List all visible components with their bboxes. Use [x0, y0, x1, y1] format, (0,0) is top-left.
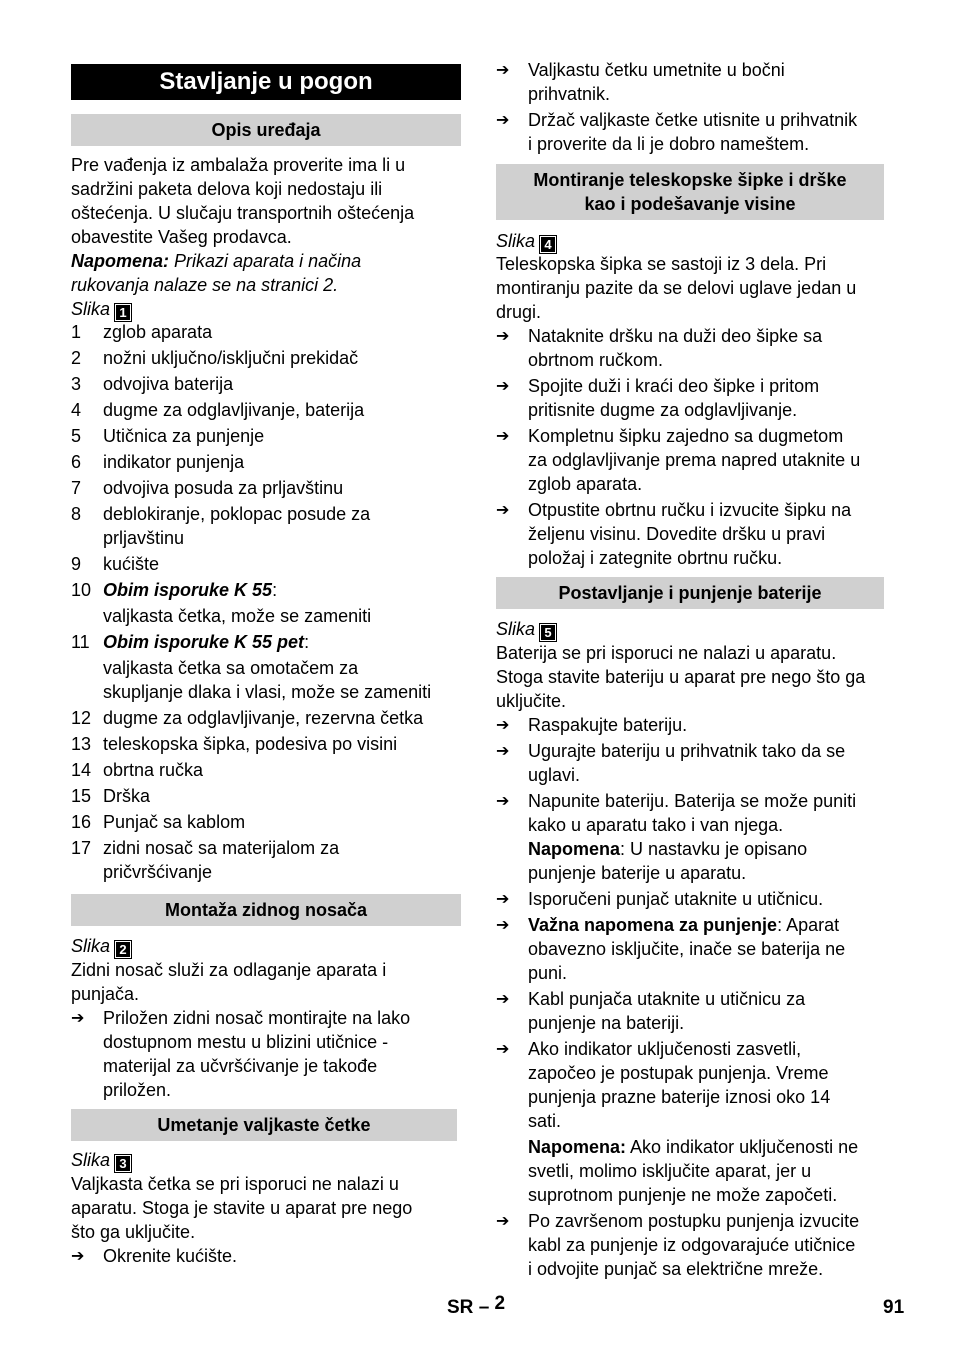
- arrow-right-icon: ➔: [496, 1041, 510, 1058]
- page-title: Stavljanje u pogon: [71, 64, 461, 100]
- list-number: 10: [71, 580, 92, 600]
- step-text: Po završenom postupku punjenja izvucite: [528, 1211, 860, 1231]
- arrow-right-icon: ➔: [496, 891, 510, 908]
- list-item: indikator punjenja: [103, 452, 245, 472]
- step-text: obavezno isključite, inače se baterija ne: [528, 939, 846, 959]
- text-line: punjača.: [71, 984, 140, 1004]
- list-number: 11: [71, 632, 90, 652]
- step-text: željenu visinu. Dovedite dršku u pravi: [528, 524, 826, 544]
- figure-number-box: 4: [539, 235, 557, 254]
- note-text: : Aparat: [777, 915, 840, 935]
- list-number: 17: [71, 838, 92, 858]
- section-heading-text: Opis uređaja: [211, 120, 321, 140]
- step-text: Otpustite obrtnu ručku i izvucite šipku na: [528, 500, 852, 520]
- note-text: Prikazi aparata i načina: [169, 251, 362, 271]
- step-text: prihvatnik.: [528, 84, 611, 104]
- list-number: 4: [71, 400, 82, 420]
- important-note-label: Važna napomena za punjenje: [528, 915, 778, 935]
- note-text: Ako indikator uključenosti ne: [626, 1137, 859, 1157]
- step-text: Držač valjkaste četke utisnite u prihvatnik: [528, 110, 858, 130]
- list-item: odvojiva posuda za prljavštinu: [103, 478, 344, 498]
- section-heading-montaza: [71, 894, 461, 926]
- text-line: Teleskopska šipka se sastoji iz 3 dela. Pri: [496, 254, 827, 274]
- note-line: svetli, molimo isključite aparat, jer u: [528, 1161, 812, 1181]
- figure-label: Slika: [496, 619, 536, 639]
- step-text: puni.: [528, 963, 568, 983]
- step-text: Ako indikator uključenosti zasvetli,: [528, 1039, 802, 1059]
- step-text: uglavi.: [528, 765, 581, 785]
- figure-label: Slika: [496, 231, 536, 251]
- figure-number-box: 5: [539, 623, 557, 642]
- list-item: zidni nosač sa materijalom za: [103, 838, 340, 858]
- arrow-right-icon: ➔: [496, 428, 510, 445]
- figure-reference: [496, 229, 557, 254]
- text-line: što ga uključite.: [71, 1222, 196, 1242]
- step-text: dostupnom mestu u blizini utičnice -: [103, 1032, 389, 1052]
- list-item: [103, 578, 277, 602]
- section-heading-opis: [71, 114, 461, 146]
- list-item: odvojiva baterija: [103, 374, 234, 394]
- note-text: : U nastavku je opisano: [620, 839, 808, 859]
- text-line: aparatu. Stoga je stavite u aparat pre nego: [71, 1198, 413, 1218]
- list-item: dugme za odglavljivanje, baterija: [103, 400, 365, 420]
- footer-lang: SR – 2: [447, 1293, 506, 1318]
- step-text: sati.: [528, 1111, 562, 1131]
- arrow-right-icon: ➔: [71, 1248, 85, 1265]
- list-number: 7: [71, 478, 82, 498]
- step-text: Kompletnu šipku zajedno sa dugmetom: [528, 426, 844, 446]
- list-number: 5: [71, 426, 82, 446]
- step-text: Isporučeni punjač utaknite u utičnicu.: [528, 889, 824, 909]
- list-item: zglob aparata: [103, 322, 213, 342]
- text-line: drugi.: [496, 302, 542, 322]
- page-number: 91: [883, 1297, 905, 1318]
- note-line: punjenje baterije u aparatu.: [528, 863, 747, 883]
- scope-label: Obim isporuke K 55: [103, 580, 273, 600]
- text-line: Baterija se pri isporuci ne nalazi u aparatu.: [496, 643, 837, 663]
- arrow-right-icon: ➔: [496, 917, 510, 934]
- arrow-right-icon: ➔: [496, 62, 510, 79]
- list-number: 8: [71, 504, 82, 524]
- step-text: Kabl punjača utaknite u utičnicu za: [528, 989, 806, 1009]
- list-item: nožni uključno/isključni prekidač: [103, 348, 359, 368]
- note-label: Napomena:: [528, 1137, 627, 1157]
- note-label: Napomena:: [71, 251, 170, 271]
- note-text: rukovanja nalaze se na stranici 2.: [71, 275, 339, 295]
- arrow-right-icon: ➔: [71, 1010, 85, 1027]
- list-item: deblokiranje, poklopac posude za: [103, 504, 371, 524]
- note-label: Napomena: [528, 839, 621, 859]
- step-text: Nataknite dršku na duži deo šipke sa: [528, 326, 823, 346]
- figure-reference: [71, 934, 132, 959]
- colon: :: [304, 632, 310, 652]
- figure-label: Slika: [71, 936, 111, 956]
- step-text: i odvojite punjač sa električne mreže.: [528, 1259, 824, 1279]
- list-number: 15: [71, 786, 92, 806]
- step-text: Napunite bateriju. Baterija se može puniti: [528, 791, 857, 811]
- list-number: 1: [71, 322, 82, 342]
- section-heading-teleskop: [496, 164, 884, 220]
- step-text: priložen.: [103, 1080, 172, 1100]
- list-number: 9: [71, 554, 82, 574]
- figure-number-box: 3: [114, 1154, 132, 1173]
- list-item: valjkasta četka sa omotačem za: [103, 658, 359, 678]
- list-item: kućište: [103, 554, 160, 574]
- section-heading-text: Postavljanje i punjenje baterije: [558, 583, 822, 603]
- step-text: za odglavljivanje prema napred utaknite u: [528, 450, 861, 470]
- step-text: zglob aparata.: [528, 474, 643, 494]
- step-text: započeo je postupak punjenja. Vreme: [528, 1063, 829, 1083]
- section-heading-text: Montiranje teleskopske šipke i drške: [533, 170, 847, 190]
- note-line: [528, 837, 807, 861]
- list-item: dugme za odglavljivanje, rezervna četka: [103, 708, 424, 728]
- arrow-right-icon: ➔: [496, 793, 510, 810]
- section-heading-text: Umetanje valjkaste četke: [157, 1115, 371, 1135]
- figure-number-box: 2: [114, 940, 132, 959]
- list-item: Utičnica za punjenje: [103, 426, 265, 446]
- arrow-right-icon: ➔: [496, 112, 510, 129]
- step-text: i proverite da li je dobro nameštem.: [528, 134, 810, 154]
- text-line: montiranju pazite da se delovi uglave jedan u: [496, 278, 857, 298]
- list-item: skupljanje dlaka i vlasi, može se zameniti: [103, 682, 432, 702]
- list-number: 16: [71, 812, 92, 832]
- text-line: sadržini paketa delova koji nedostaju ili: [71, 179, 383, 199]
- arrow-right-icon: ➔: [496, 743, 510, 760]
- list-item: Drška: [103, 786, 151, 806]
- text-line: Stoga stavite bateriju u aparat pre nego što ga: [496, 667, 866, 687]
- list-number: 2: [71, 348, 82, 368]
- list-number: 12: [71, 708, 92, 728]
- scope-label: Obim isporuke K 55 pet: [103, 632, 305, 652]
- step-text: Ugurajte bateriju u prihvatnik tako da se: [528, 741, 846, 761]
- arrow-right-icon: ➔: [496, 991, 510, 1008]
- step-text: punjenje na bateriji.: [528, 1013, 685, 1033]
- text-line: Zidni nosač služi za odlaganje aparata i: [71, 960, 387, 980]
- colon: :: [272, 580, 278, 600]
- step-text: punjenja prazne baterije iznosi oko 14: [528, 1087, 831, 1107]
- step-text: Raspakujte bateriju.: [528, 715, 688, 735]
- step-text: položaj i zategnite obrtnu ručku.: [528, 548, 783, 568]
- figure-reference: [71, 297, 132, 322]
- step-text: kabl za punjenje iz odgovarajuće utičnice: [528, 1235, 856, 1255]
- figure-reference: [71, 1148, 132, 1173]
- list-item: teleskopska šipka, podesiva po visini: [103, 734, 398, 754]
- list-item: obrtna ručka: [103, 760, 204, 780]
- step-text: [528, 913, 839, 937]
- arrow-right-icon: ➔: [496, 378, 510, 395]
- list-number: 6: [71, 452, 82, 472]
- figure-reference: [496, 617, 557, 642]
- list-item: prljavštinu: [103, 528, 185, 548]
- list-item: Punjač sa kablom: [103, 812, 246, 832]
- step-text: Okrenite kućište.: [103, 1246, 238, 1266]
- text-line: uključite.: [496, 691, 567, 711]
- list-number: 13: [71, 734, 92, 754]
- step-text: Spojite duži i kraći deo šipke i pritom: [528, 376, 820, 396]
- note-line: [71, 249, 361, 273]
- section-heading-umetanje: [71, 1109, 457, 1141]
- section-heading-baterija: [496, 577, 884, 609]
- step-text: Priložen zidni nosač montirajte na lako: [103, 1008, 411, 1028]
- step-text: pritisnite dugme za odglavljivanje.: [528, 400, 798, 420]
- arrow-right-icon: ➔: [496, 328, 510, 345]
- step-text: materijal za učvršćivanje je takođe: [103, 1056, 378, 1076]
- figure-label: Slika: [71, 1150, 111, 1170]
- text-line: Pre vađenja iz ambalaža proverite ima li u: [71, 155, 406, 175]
- list-number: 3: [71, 374, 82, 394]
- text-line: oštećenja. U slučaju transportnih oštećenja: [71, 203, 415, 223]
- figure-label: Slika: [71, 299, 111, 319]
- list-item: pričvršćivanje: [103, 862, 213, 882]
- section-heading-text: kao i podešavanje visine: [584, 194, 796, 214]
- step-text: kako u aparatu tako i van njega.: [528, 815, 784, 835]
- list-item: [103, 630, 309, 654]
- arrow-right-icon: ➔: [496, 1213, 510, 1230]
- list-number: 14: [71, 760, 92, 780]
- text-line: Valjkasta četka se pri isporuci ne nalazi u: [71, 1174, 399, 1194]
- arrow-right-icon: ➔: [496, 502, 510, 519]
- figure-number-box: 1: [114, 303, 132, 322]
- note-line: suprotnom punjenje ne može započeti.: [528, 1185, 838, 1205]
- note-line: [528, 1135, 858, 1159]
- section-heading-text: Montaža zidnog nosača: [164, 900, 368, 920]
- text-line: obavestite Vašeg prodavca.: [71, 227, 292, 247]
- arrow-right-icon: ➔: [496, 717, 510, 734]
- step-text: obrtnom ručkom.: [528, 350, 664, 370]
- note-line: [71, 273, 338, 297]
- step-text: Valjkastu četku umetnite u bočni: [528, 60, 785, 80]
- list-item: valjkasta četka, može se zameniti: [103, 606, 372, 626]
